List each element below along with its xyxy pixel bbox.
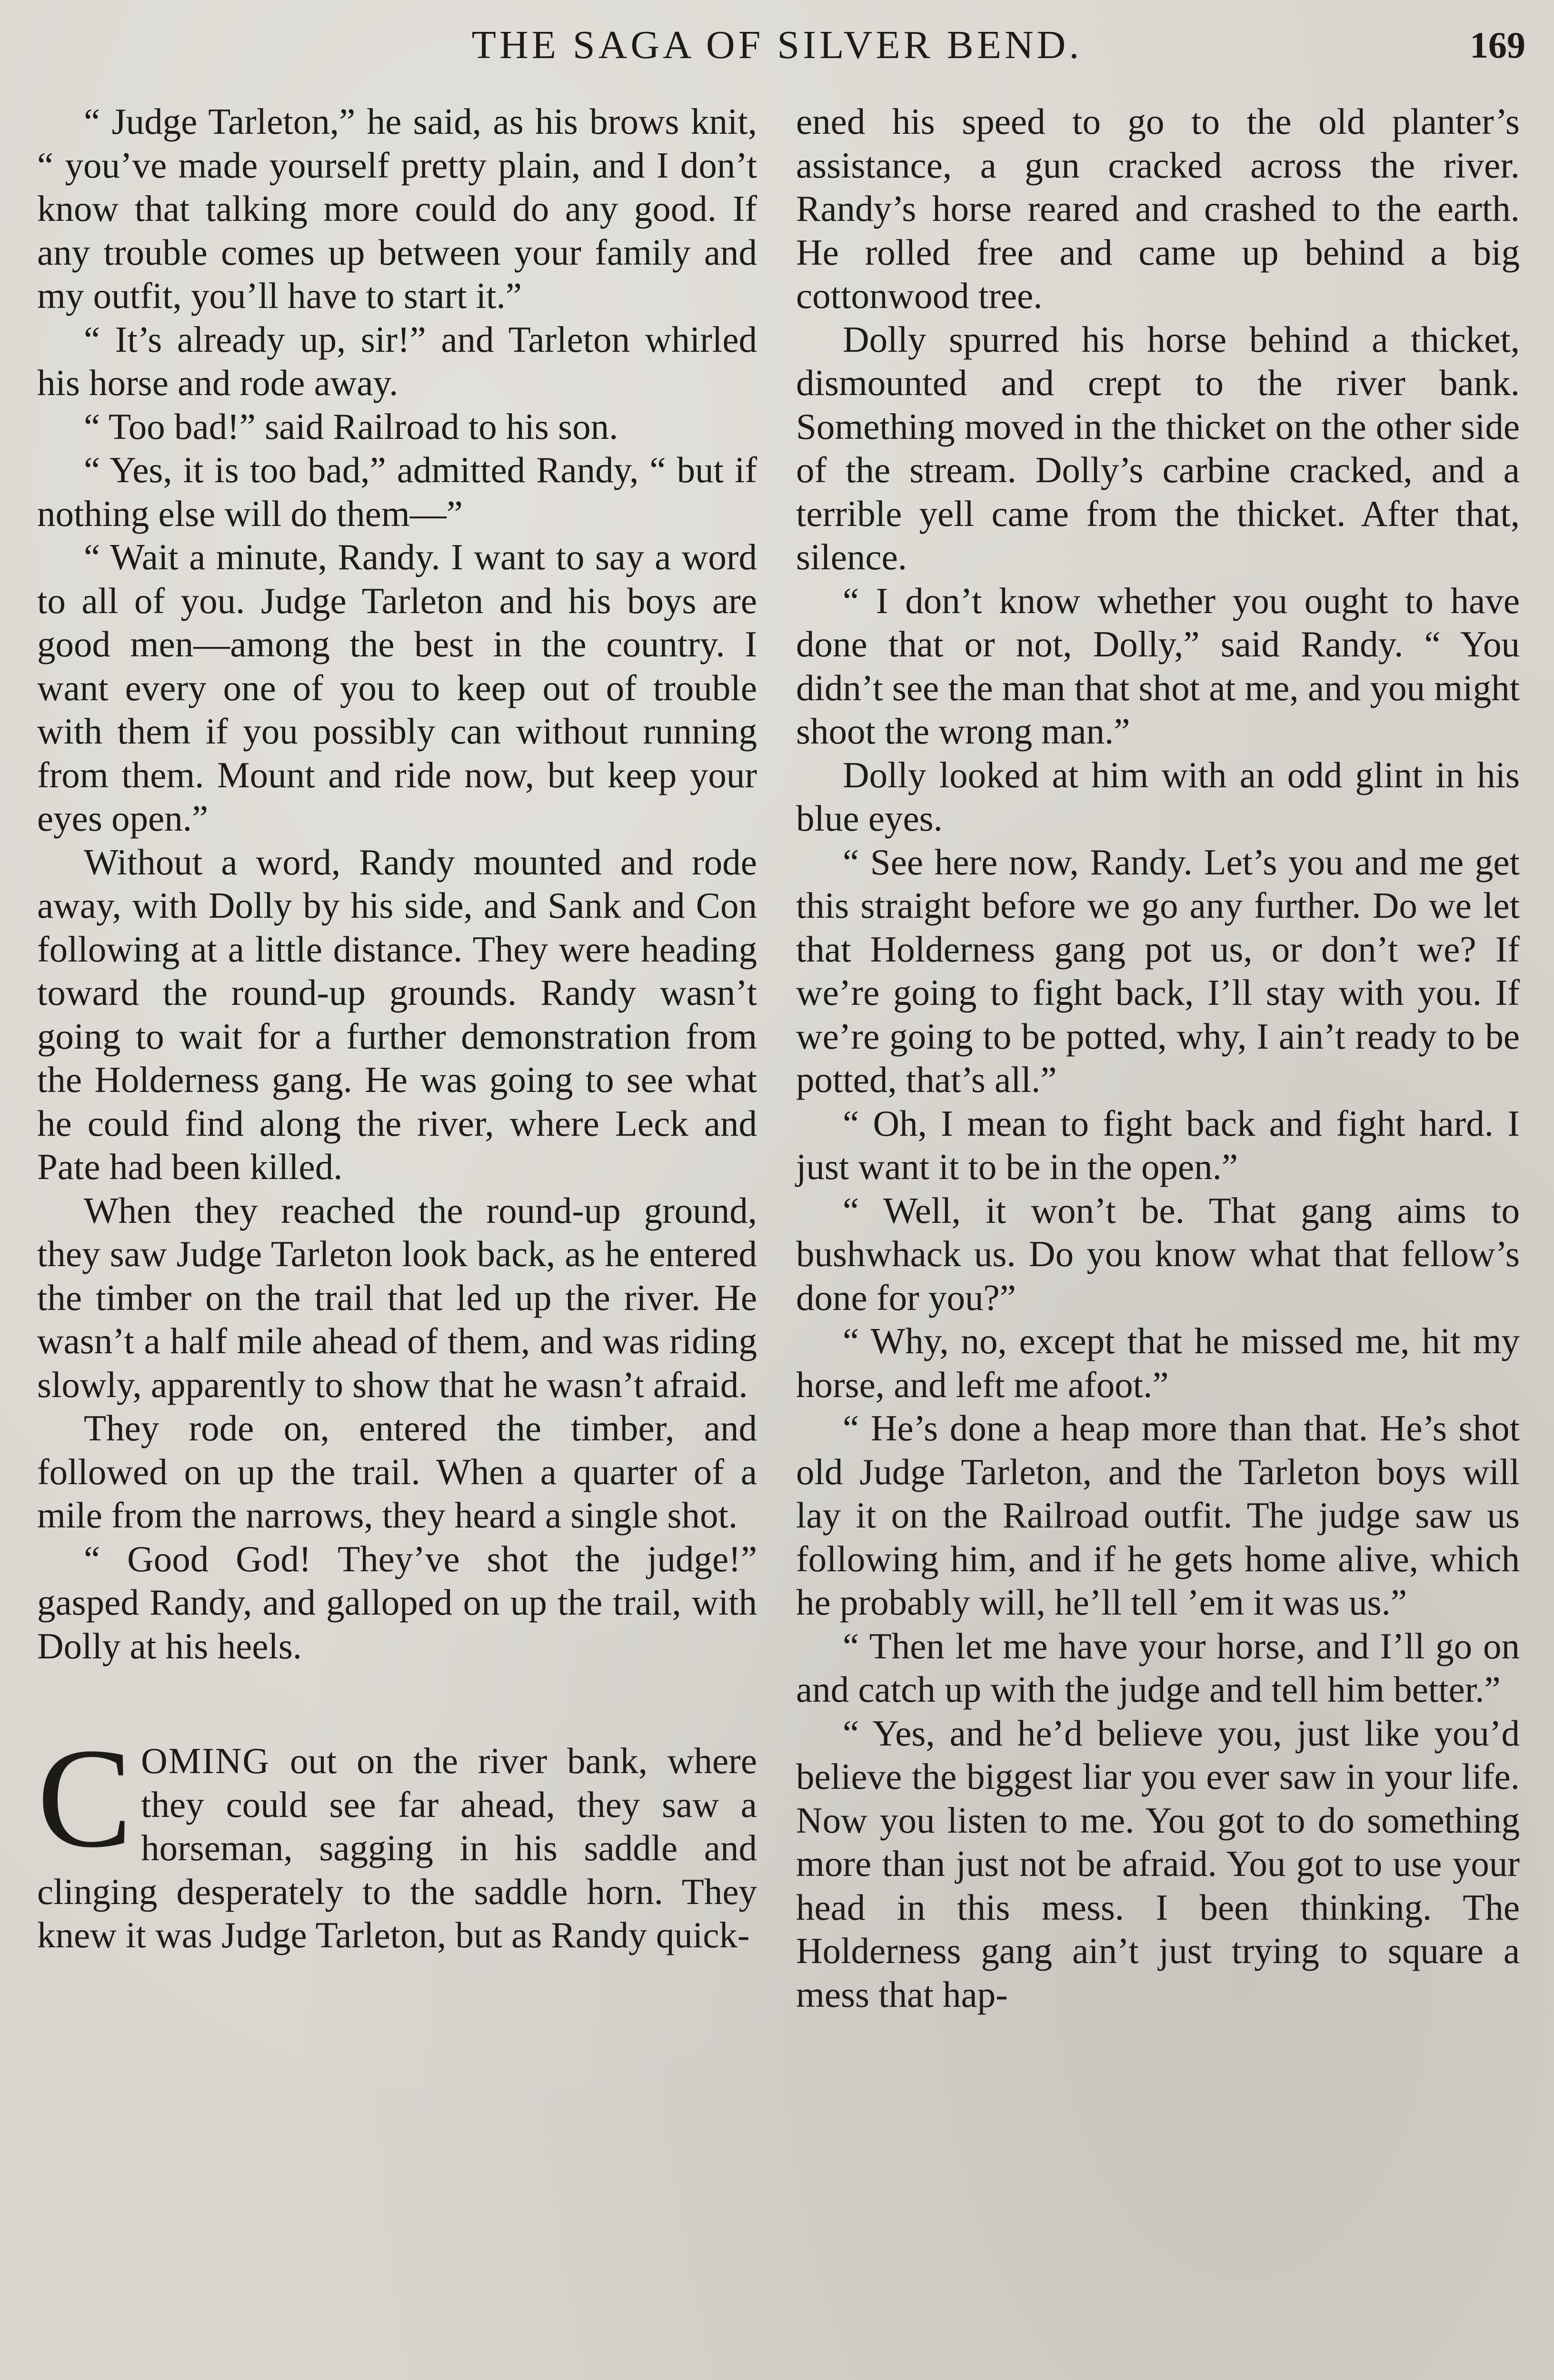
paragraph: “ Good God! They’ve shot the judge!” gasped Randy, and galloped on up the trail, with Dolly at his heels. [37,1538,757,1666]
opening-small-caps: OMING [141,1740,270,1781]
running-title: THE SAGA OF SILVER BEND. [471,23,1083,67]
paragraph: When they reached the round-up ground, they saw Judge Tarleton look back, as he entered the timber on the trail that led up the river. He wasn’t a half mile ahead of them, and was riding slowly, apparently to show that he wasn’t afraid. [37,1190,757,1405]
paragraph: “ Judge Tarleton,” he said, as his brows knit, “ you’ve made yourself pretty plain, and I don’t know that talking more could do any good. If any trouble comes up between your family and my outfit, you’ll have to start it.” [37,101,757,316]
right-column [796,100,1520,2016]
paragraph: “ Too bad!” said Railroad to his son. [84,406,618,447]
paragraph: “ Wait a minute, Randy. I want to say a word to all of you. Judge Tarleton and his boys are good men—among the best in the country. I want every one of you to keep out of trouble with them if you possibly can without running from them. Mount and ride now, but keep your eyes open.” [37,536,757,839]
opening-text: out on the river bank, where they could see far ahead, they saw a horseman, sagging in his saddle and clinging desperately to the saddle horn. They knew it was Judge Tarleton, but as Randy quick- [37,1740,757,1955]
paragraph: “ See here now, Randy. Let’s you and me get this straight before we go any further. Do we let that Holderness gang pot us, or don’t we? If we’re going to fight back, I’ll stay with you. If we’re going to be potted, why, I ain’t ready to be potted, that’s all.” [796,841,1520,1100]
paragraph: “ Yes, it is too bad,” admitted Randy, “ but if nothing else will do them—” [37,449,757,534]
section-break [37,1668,757,1739]
paragraph: “ Yes, and he’d believe you, just like you’d believe the biggest liar you ever saw in your life. Now you listen to me. You got to do something more than just not be afraid. You got to use your head in this mess. I been thinking. The Holderness gang ain’t just trying to square a mess that hap- [796,1712,1520,2015]
paragraph: “ He’s done a heap more than that. He’s shot old Judge Tarleton, and the Tarleton boys will lay it on the Railroad outfit. The judge saw us following him, and if he gets home alive, which he probably will, he’ll tell ’em it was us.” [796,1408,1520,1623]
paragraph: Without a word, Randy mounted and rode away, with Dolly by his side, and Sank and Con following at a little distance. They were heading toward the round-up grounds. Randy wasn’t going to wait for a further demonstration from the Holderness gang. He was going to see what he could find along the river, where Leck and Pate had been killed. [37,841,757,1187]
paragraph: “ Then let me have your horse, and I’ll go on and catch up with the judge and tell him better.” [796,1625,1520,1710]
paragraph: They rode on, entered the timber, and followed on up the trail. When a quarter of a mile from the narrows, they heard a single shot. [37,1408,757,1536]
left-column [37,100,757,1957]
page-number: 169 [1470,24,1525,66]
paragraph: Dolly spurred his horse behind a thicket, dismounted and crept to the river bank. Something moved in the thicket on the other side of the stream. Dolly’s carbine cracked, and a terrible yell came from the thicket. After that, silence. [796,318,1520,577]
drop-cap: C [37,1719,133,1877]
paragraph: “ I don’t know whether you ought to have done that or not, Dolly,” said Randy. “ You didn’t see the man that shot at me, and you might shoot the wrong man.” [796,580,1520,752]
paragraph: Dolly looked at him with an odd glint in his blue eyes. [796,754,1520,839]
paragraph: “ It’s already up, sir!” and Tarleton whirled his horse and rode away. [37,318,757,403]
paragraph: “ Well, it won’t be. That gang aims to bushwhack us. Do you know what that fellow’s done for you?” [796,1190,1520,1318]
section-opening-paragraph [37,1719,757,1957]
paragraph: “ Why, no, except that he missed me, hit my horse, and left me afoot.” [796,1320,1520,1405]
page-header [29,19,1525,81]
paragraph: “ Oh, I mean to fight back and fight hard. I just want it to be in the open.” [796,1102,1520,1187]
continued-paragraph: ened his speed to go to the old planter’s assistance, a gun cracked across the river. Randy’s horse reared and crashed to the earth. He rolled free and came up behind a big cottonwood tree. [796,101,1520,316]
